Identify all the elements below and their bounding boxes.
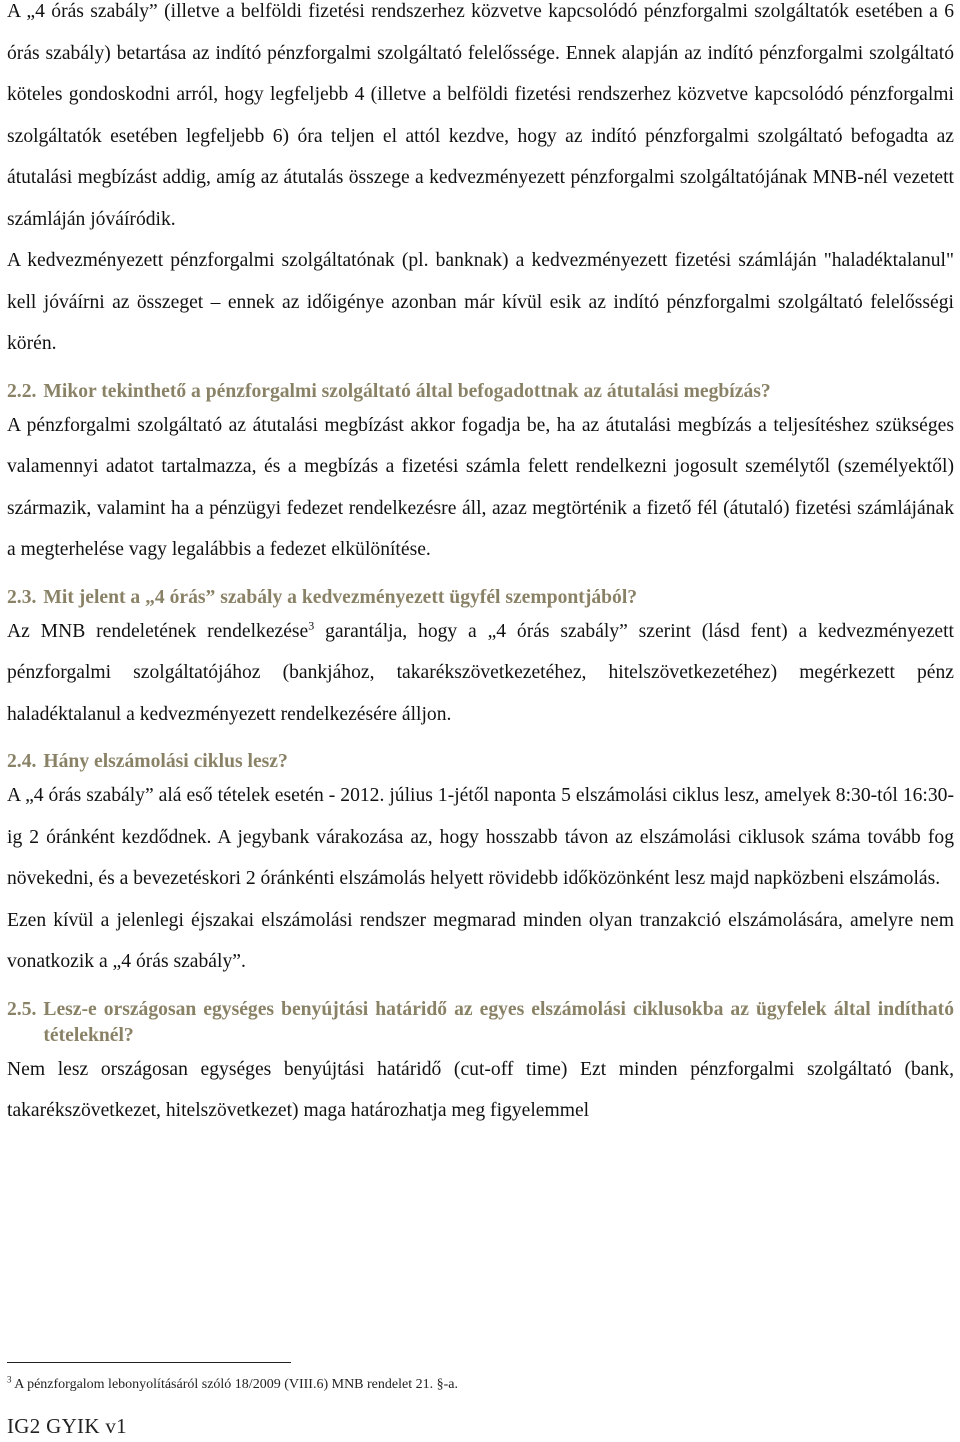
document-page (7, 0, 954, 1132)
section-2-2-body: A pénzforgalmi szolgáltató az átutalási megbízást akkor fogadja be, ha az átutalási megbízás a teljesítéshez szükséges valamennyi adatot tartalmazza, és a megbízás a fizetési számla felett rendelkezni jogosult személytől (személyektől) származik, valamint ha a pénzügyi fedezet rendelkezésre áll, azaz megtörténik a fizető fél (átutaló) fizetési számlájának a megterhelése vagy legalábbis a fedezet elkülönítése. (7, 414, 954, 560)
section-2-4-body-2: Ezen kívül a jelenlegi éjszakai elszámolási rendszer megmarad minden olyan tranzakció elszámolására, amelyre nem vonatkozik a „4 órás szabály”. (7, 909, 954, 972)
section-2-5-heading (7, 997, 954, 1049)
section-title: Mikor tekinthető a pénzforgalmi szolgáltató által befogadottnak az átutalási megbízás? (43, 380, 771, 402)
section-number: 2.3. (7, 586, 37, 608)
section-2-2-heading (7, 379, 954, 405)
section-2-4-heading (7, 749, 954, 775)
section-title: Hány elszámolási ciklus lesz? (43, 751, 288, 772)
section-2-4-body: A „4 órás szabály” alá eső tételek esetén - 2012. július 1-jétől naponta 5 elszámolási ciklus lesz, amelyek 8:30-tól 16:30-ig 2 óránként kezdődnek. A jegybank várakozása az, hogy hosszabb távon az elszámolási ciklusok száma tovább fog növekedni, és a bevezetéskori 2 óránkénti elszámolás helyett rövidebb időközönként lesz majd napközbeni elszámolás. (7, 785, 954, 889)
footnote (7, 1374, 458, 1393)
section-number: 2.2. (7, 380, 37, 402)
beneficiary-paragraph: A kedvezményezett pénzforgalmi szolgáltatónak (pl. banknak) a kedvezményezett fizetési számláján "haladéktalanul" kell jóváírni az összeget – ennek az időigénye azonban már kívül esik az indító pénzforgalmi szolgáltató felelősségi körén. (7, 250, 954, 354)
section-2-3-body (7, 611, 954, 736)
section-number: 2.4. (7, 751, 37, 772)
footnote-text: A pénzforgalom lebonyolításáról szóló 18/2009 (VIII.6) MNB rendelet 21. §-a. (11, 1377, 458, 1392)
section-2-3-heading (7, 585, 954, 611)
body-text: Az MNB rendeletének rendelkezése (7, 620, 309, 642)
body-text: garantálja, hogy a „4 órás szabály” szerint (lásd fent) a kedvezményezett pénzforgalmi szolgáltatójához (bankjához, takarékszövetkezetéhez, hitelszövetkezetéhez) megérkezett pénz haladéktalanul a kedvezményezett rendelkezésére álljon. (7, 620, 954, 725)
footnote-mark: 3 (7, 1374, 12, 1385)
footnote-divider (7, 1362, 291, 1363)
section-2-5-body: Nem lesz országosan egységes benyújtási határidő (cut-off time) Ezt minden pénzforgalmi szolgáltató (bank, takarékszövetkezet, hitelszövetkezet) maga határozhatja meg figyelemmel (7, 1058, 954, 1121)
footnote-reference: 3 (308, 617, 315, 632)
section-title: Mit jelent a „4 órás” szabály a kedvezményezett ügyfél szempontjából? (43, 586, 638, 608)
section-number: 2.5. (7, 998, 37, 1020)
section-title: Lesz-e országosan egységes benyújtási határidő az egyes elszámolási ciklusokba az ügyfelek által indítható tételeknél? (43, 998, 954, 1046)
intro-paragraph: A „4 órás szabály” (illetve a belföldi fizetési rendszerhez közvetve kapcsolódó pénzforgalmi szolgáltatók esetében a 6 órás szabály) betartása az indító pénzforgalmi szolgáltató felelőssége. Ennek alapján az indító pénzforgalmi szolgáltató köteles gondoskodni arról, hogy legfeljebb 4 (illetve a belföldi fizetési rendszerhez közvetve kapcsolódó pénzforgalmi szolgáltatók esetében legfeljebb 6) óra teljen el attól kezdve, hogy az indító pénzforgalmi szolgáltató befogadta az átutalási megbízást addig, amíg az átutalás összege a kedvezményezett pénzforgalmi szolgáltatójának MNB-nél vezetett számláján jóváíródik. (7, 1, 954, 230)
page-footer: IG2 GYIK v1 (7, 1414, 127, 1438)
